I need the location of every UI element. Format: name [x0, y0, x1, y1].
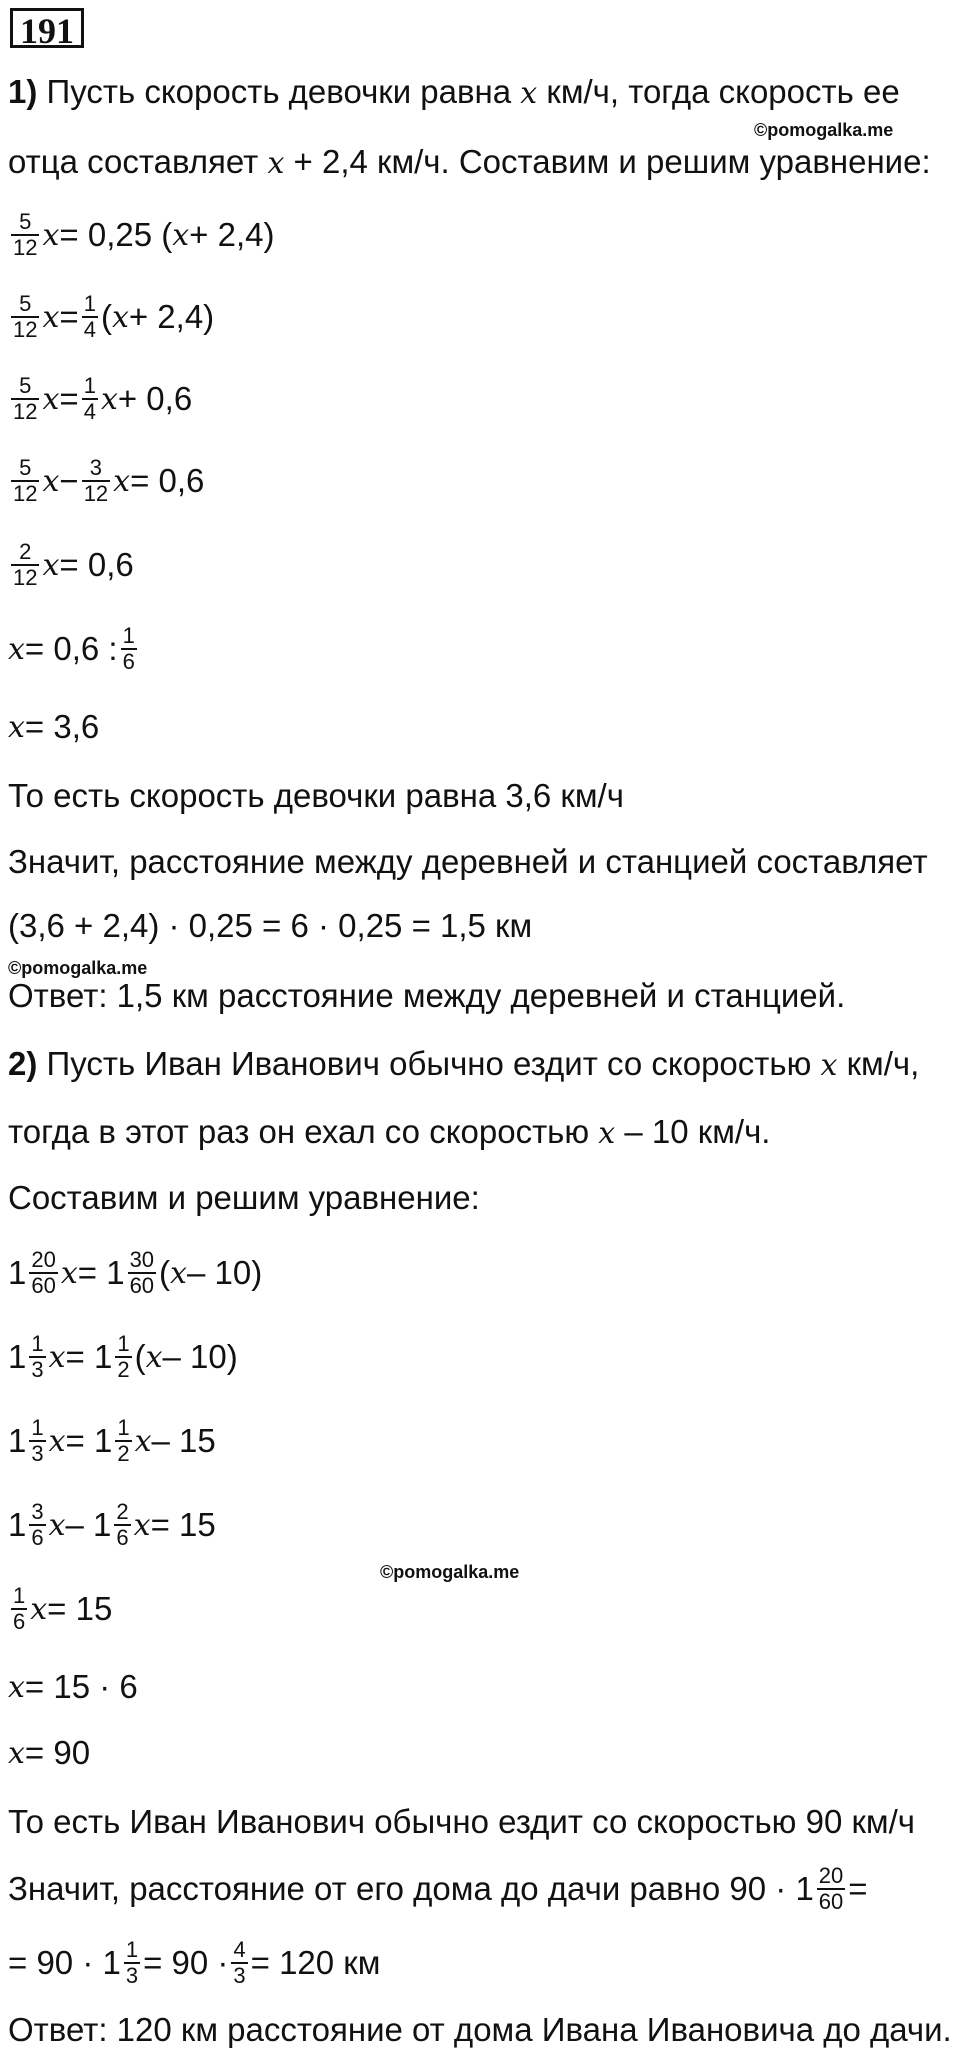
part1-intro-line1: 1) Пусть скорость девочки равна x км/ч, тогда скорость ее: [8, 73, 900, 111]
problem-number: 191: [10, 8, 84, 48]
part2-equation-6: x = 15 · 6: [8, 1668, 138, 1705]
part1-equation-6: x = 0,6 : $\frac{1}{6}$: [8, 623, 135, 674]
part1-intro-line2: отца составляет x + 2,4 км/ч. Составим и решим уравнение:: [8, 143, 931, 181]
part2-equation-4: 1 $\frac{3}{6}$ x – 1 $\frac{2}{6}$ x = 15: [8, 1499, 216, 1550]
part2-intro-line2: тогда в этот раз он ехал со скоростью x – 10 км/ч.: [8, 1113, 771, 1151]
part2-intro-line3: Составим и решим уравнение:: [8, 1179, 480, 1216]
part2-answer: Ответ: 120 км расстояние от дома Ивана Ивановича до дачи.: [8, 2011, 952, 2048]
part2-intro-line1: 2) Пусть Иван Иванович обычно ездит со скоростью x км/ч,: [8, 1045, 920, 1083]
watermark: ©pomogalka.me: [754, 120, 894, 140]
watermark-3: ©pomogalka.me: [380, 1562, 520, 1582]
part1-equation-4: $\frac{5}{12}$ x − $\frac{3}{12}$ x = 0,6: [13, 455, 205, 506]
part2-text-1: То есть Иван Иванович обычно ездит со скоростью 90 км/ч: [8, 1803, 915, 1840]
part2-text-3: = 90 · 1 $\frac{1}{3}$ = 90 · $\frac{4}{3}$ = 120 км: [8, 1937, 381, 1988]
part2-equation-2: 1 $\frac{1}{3}$ x = 1 $\frac{1}{2}$ ( x – 10): [8, 1331, 238, 1382]
part1-equation-1: $\frac{5}{12}$ x = 0,25 ( x + 2,4): [13, 209, 275, 260]
part1-equation-5: $\frac{2}{12}$ x = 0,6: [13, 539, 134, 590]
part1-answer: Ответ: 1,5 км расстояние между деревней и станцией.: [8, 977, 846, 1014]
part1-label: 1): [8, 73, 38, 110]
part2-equation-1: 1 $\frac{20}{60}$ x = 1 $\frac{30}{60}$ ( x – 10): [8, 1247, 263, 1298]
watermark-2: ©pomogalka.me: [8, 958, 148, 978]
part2-equation-7: x = 90: [8, 1734, 91, 1771]
part2-equation-5: $\frac{1}{6}$ x = 15: [13, 1583, 113, 1634]
part1-text-2: Значит, расстояние между деревней и станцией составляет: [8, 843, 928, 880]
part1-equation-2: $\frac{5}{12}$ x = $\frac{1}{4}$ ( x + 2,4): [13, 291, 215, 342]
part2-text-2: Значит, расстояние от его дома до дачи равно 90 · 1 $\frac{20}{60}$ =: [8, 1863, 868, 1914]
part1-equation-7: x = 3,6: [8, 708, 100, 745]
part2-equation-3: 1 $\frac{1}{3}$ x = 1 $\frac{1}{2}$ x – 15: [8, 1415, 216, 1466]
part1-text-1: То есть скорость девочки равна 3,6 км/ч: [8, 777, 624, 814]
part2-label: 2): [8, 1045, 38, 1082]
part1-text-3: (3,6 + 2,4) · 0,25 = 6 · 0,25 = 1,5 км: [8, 907, 533, 944]
part1-equation-3: $\frac{5}{12}$ x = $\frac{1}{4}$ x + 0,6: [13, 373, 193, 424]
